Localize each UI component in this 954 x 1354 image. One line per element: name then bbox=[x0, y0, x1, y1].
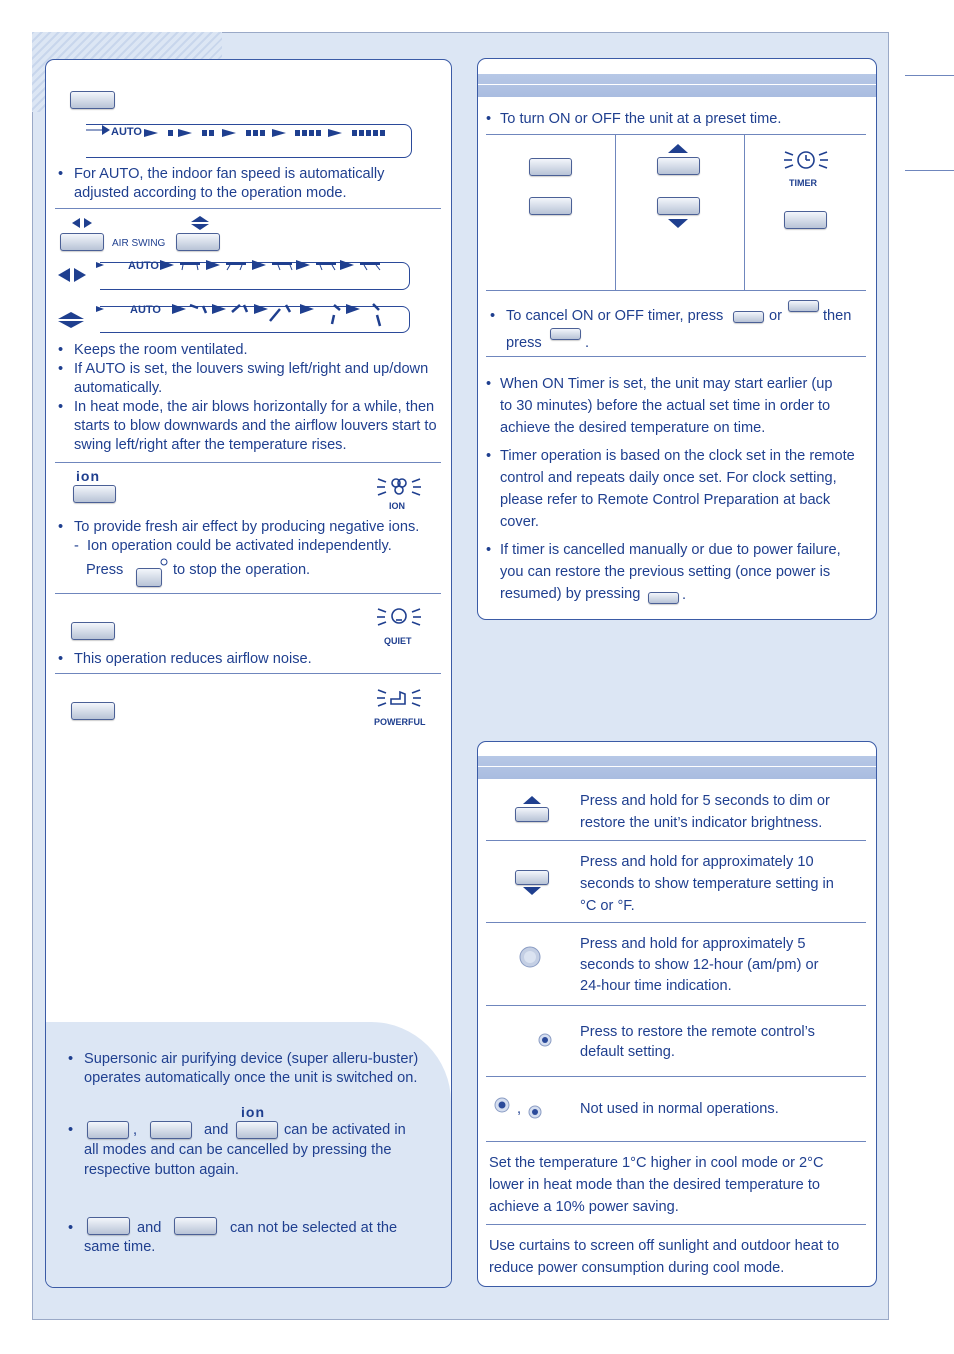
notes-1: • Supersonic air purifying device (super alleru-buster) operates automatically once the unit is switched on. bbox=[68, 1050, 438, 1088]
notes-2-quiet-button bbox=[150, 1121, 192, 1139]
powerful-button[interactable] bbox=[71, 702, 115, 720]
timer-note-2-line-4: cover. bbox=[500, 514, 539, 530]
divider-ion bbox=[55, 593, 441, 594]
ion-note-text: To provide fresh air effect by producing negative ions. bbox=[74, 519, 420, 535]
air-swing-label: AIR SWING bbox=[112, 238, 166, 249]
notes-2-and: and bbox=[204, 1122, 229, 1138]
lr-swing-icon bbox=[58, 268, 86, 282]
ion-button-label: ion bbox=[76, 468, 100, 484]
right-margin-rule-2 bbox=[905, 170, 954, 171]
air-swing-note-3-text: In heat mode, the air blows horizontally for a while, then starts to blow downwards and the airflow louvers start to swing left/right after the temperature rises. bbox=[74, 399, 437, 453]
notes-3-line-2: same time. bbox=[84, 1239, 156, 1255]
timer-off-button[interactable] bbox=[529, 197, 572, 215]
tips-row-2-line-1: Press and hold for approximately 10 bbox=[580, 854, 814, 870]
ion-sub-note: - Ion operation could be activated independently. bbox=[74, 538, 392, 554]
notes-2-fan-button bbox=[87, 1121, 129, 1139]
timer-cancel-set-button bbox=[550, 328, 581, 340]
timer-grid-col-2 bbox=[744, 134, 745, 290]
ion-stop-text: to stop the operation. bbox=[173, 562, 311, 578]
notes-2-ion-label: ion bbox=[241, 1104, 265, 1120]
fan-speed-note-text: For AUTO, the indoor fan speed is automatically adjusted according to the operation mode. bbox=[74, 166, 385, 201]
air-swing-notes bbox=[58, 341, 443, 455]
timer-up-arrow-icon bbox=[668, 144, 688, 154]
tips-row-3-line-3: 24-hour time indication. bbox=[580, 978, 732, 994]
timer-indicator-label: TIMER bbox=[789, 178, 817, 188]
divider-quiet bbox=[55, 673, 441, 674]
ion-button[interactable] bbox=[73, 485, 116, 503]
tips-saving-1-line-3: achieve a 10% power saving. bbox=[489, 1199, 679, 1215]
ud-swing-small-icon bbox=[191, 216, 209, 230]
fan-speed-sequence bbox=[86, 124, 412, 158]
powerful-indicator-icon bbox=[375, 684, 423, 714]
notes-2-line-2: all modes and can be cancelled by pressing the bbox=[84, 1142, 392, 1158]
ion-indicator-icon bbox=[375, 473, 423, 501]
timer-cancel-press: press bbox=[506, 335, 542, 351]
timer-note-2-line-2: control and repeats daily once set. For clock setting, bbox=[500, 470, 837, 486]
timer-note-3: • If timer is cancelled manually or due to power failure, you can restore the previous setting (once power is resumed) by pressing bbox=[486, 539, 871, 605]
tips-reset-pin-icon[interactable] bbox=[538, 1033, 552, 1047]
fan-seq-auto-label: AUTO bbox=[111, 126, 142, 138]
notes-2-comma: , bbox=[133, 1122, 138, 1138]
tips-row-4-line-2: default setting. bbox=[580, 1044, 675, 1060]
quiet-note-text: This operation reduces airflow noise. bbox=[74, 651, 312, 667]
tips-row-3-line-2: seconds to show 12-hour (am/pm) or bbox=[580, 957, 819, 973]
timer-cancel-bullet: • bbox=[490, 308, 496, 324]
tips-up-arrow-icon bbox=[523, 796, 541, 805]
tips-row-2-line-3: °C or °F. bbox=[580, 898, 635, 914]
tips-row-4-line-1: Press to restore the remote control’s bbox=[580, 1024, 815, 1040]
tips-row-1-line-1: Press and hold for 5 seconds to dim or bbox=[580, 793, 830, 809]
tips-header-line bbox=[478, 766, 876, 767]
tips-row-2-line-2: seconds to show temperature setting in bbox=[580, 876, 834, 892]
tips-down-arrow-icon bbox=[523, 887, 541, 896]
timer-header-bar bbox=[478, 74, 876, 97]
quiet-note: • This operation reduces airflow noise. bbox=[58, 650, 443, 669]
timer-note-1-line-3: achieve the desired temperature on time. bbox=[500, 420, 766, 436]
timer-up-button[interactable] bbox=[657, 157, 700, 175]
ion-note: • To provide fresh air effect by producing negative ions. - Ion operation could be activated independently. bbox=[58, 518, 443, 556]
tips-clock-round-button-icon[interactable] bbox=[519, 946, 541, 968]
notes-2-line-3: respective button again. bbox=[84, 1162, 239, 1178]
notes-2-line-1: can be activated in bbox=[284, 1122, 406, 1138]
timer-indicator-icon bbox=[782, 146, 830, 174]
timer-header-line bbox=[478, 84, 876, 85]
lr-seq-auto-label: AUTO bbox=[128, 260, 159, 272]
timer-cancel-or: or bbox=[769, 308, 782, 324]
timer-note-3-line-3-text: resumed) by pressing bbox=[500, 586, 641, 602]
tips-divider-1 bbox=[486, 840, 866, 841]
tips-divider-3 bbox=[486, 1005, 866, 1006]
timer-last-dot: . bbox=[682, 587, 687, 603]
timer-cancel-divider bbox=[486, 356, 866, 357]
tips-row-3-text bbox=[580, 934, 818, 997]
notes-3-and: and bbox=[137, 1220, 162, 1236]
tips-unused-comma: , bbox=[517, 1101, 522, 1117]
timer-grid-col-1 bbox=[615, 134, 616, 290]
timer-note-3-line-1: If timer is cancelled manually or due to power failure, bbox=[500, 542, 841, 558]
notes-3-quiet-button bbox=[87, 1217, 130, 1235]
tips-row-4-text bbox=[580, 1022, 815, 1062]
timer-note-2-line-1: Timer operation is based on the clock set in the remote bbox=[500, 448, 855, 464]
timer-cancel-off-button bbox=[788, 300, 819, 312]
ion-indicator-label: ION bbox=[389, 501, 406, 511]
quiet-indicator-label: QUIET bbox=[384, 636, 412, 646]
fan-speed-note: • For AUTO, the indoor fan speed is automatically adjusted according to the operation mode. bbox=[58, 165, 418, 203]
divider-fan bbox=[55, 208, 441, 209]
timer-purpose: • To turn ON or OFF the unit at a preset time. bbox=[486, 110, 866, 129]
air-swing-ud-button[interactable] bbox=[176, 233, 220, 251]
timer-cancel-dot: . bbox=[585, 335, 590, 351]
notes-1-text: Supersonic air purifying device (super alleru-buster) operates automatically once the unit is switched on. bbox=[84, 1051, 419, 1086]
notes-3-bullet: • bbox=[68, 1220, 74, 1236]
right-margin-rule-1 bbox=[905, 75, 954, 76]
timer-cancel-then: then bbox=[823, 308, 852, 324]
fan-speed-button[interactable] bbox=[70, 91, 115, 109]
air-swing-note-1: • Keeps the room ventilated. bbox=[58, 341, 443, 360]
timer-note-2-line-3: please refer to Remote Control Preparation at back bbox=[500, 492, 831, 508]
tips-row-1-line-2: restore the unit’s indicator brightness. bbox=[580, 815, 823, 831]
tips-divider-6 bbox=[486, 1224, 866, 1225]
air-swing-lr-button[interactable] bbox=[60, 233, 104, 251]
timer-cancel-text: To cancel ON or OFF timer, press bbox=[506, 308, 724, 324]
notes-2-ion-button bbox=[236, 1121, 278, 1139]
quiet-button[interactable] bbox=[71, 622, 115, 640]
ud-louver-positions-icon bbox=[94, 300, 394, 330]
timer-note-1-line-2: to 30 minutes) before the actual set time in order to bbox=[500, 398, 831, 414]
notes-3-line-1: can not be selected at the bbox=[230, 1220, 398, 1236]
ion-sub-note-text: Ion operation could be activated independently. bbox=[86, 538, 392, 554]
ion-press-text: Press bbox=[86, 562, 124, 578]
tips-brightness-button[interactable] bbox=[515, 807, 549, 822]
ion-power-mark-icon bbox=[160, 558, 168, 566]
tips-saving-1-line-1: Set the temperature 1°C higher in cool mode or 2°C bbox=[489, 1155, 824, 1171]
quiet-indicator-icon bbox=[375, 603, 423, 633]
timer-note-1: • When ON Timer is set, the unit may start earlier (up to 30 minutes) before the actual set time in order to achieve the desired temperature on time. bbox=[486, 373, 871, 439]
timer-grid-bottom bbox=[486, 290, 866, 291]
timer-down-button[interactable] bbox=[657, 197, 700, 215]
tips-saving-2-line-1: Use curtains to screen off sunlight and outdoor heat to bbox=[489, 1238, 840, 1254]
air-swing-note-3: • In heat mode, the air blows horizontally for a while, then starts to blow downwards and the airflow louvers start to swing left/right after the temperature rises. bbox=[58, 398, 443, 455]
fan-seq-start-arrow-icon bbox=[80, 125, 110, 135]
tips-temp-unit-button[interactable] bbox=[515, 870, 549, 885]
powerful-indicator-label: POWERFUL bbox=[374, 717, 426, 727]
notes-3-powerful-button bbox=[174, 1217, 217, 1235]
lr-swing-small-icon bbox=[72, 218, 92, 228]
timer-grid-top bbox=[486, 134, 866, 135]
timer-down-arrow-icon bbox=[668, 219, 688, 229]
tips-saving-2 bbox=[489, 1235, 839, 1279]
tips-divider-4 bbox=[486, 1076, 866, 1077]
timer-purpose-text: To turn ON or OFF the unit at a preset time. bbox=[500, 111, 782, 127]
tips-row-1-text bbox=[580, 790, 830, 834]
ion-stop-button[interactable] bbox=[136, 568, 162, 587]
tips-saving-1-line-2: lower in heat mode than the desired temperature to bbox=[489, 1177, 820, 1193]
notes-2-bullet: • bbox=[68, 1122, 74, 1138]
timer-note-2: • Timer operation is based on the clock set in the remote control and repeats daily once set. For clock setting, please refer to Remote Control Preparation at back cover. bbox=[486, 445, 871, 533]
tips-unused-pin-2-icon[interactable] bbox=[528, 1105, 542, 1119]
tips-divider-5 bbox=[486, 1141, 866, 1142]
timer-note-1-line-1: When ON Timer is set, the unit may start earlier (up bbox=[500, 376, 833, 392]
tips-row-2-text bbox=[580, 851, 834, 917]
air-swing-note-1-text: Keeps the room ventilated. bbox=[74, 342, 248, 358]
divider-swing bbox=[55, 462, 441, 463]
tips-saving-2-line-2: reduce power consumption during cool mode. bbox=[489, 1260, 785, 1276]
timer-note-3-line-2: you can restore the previous setting (once power is bbox=[500, 564, 831, 580]
fan-speed-levels-icon bbox=[144, 127, 394, 139]
air-swing-note-2: • If AUTO is set, the louvers swing left/right and up/down automatically. bbox=[58, 360, 443, 398]
air-swing-note-2-text: If AUTO is set, the louvers swing left/right and up/down automatically. bbox=[74, 361, 429, 396]
timer-on-button[interactable] bbox=[529, 158, 572, 176]
ud-seq-auto-label: AUTO bbox=[130, 304, 161, 316]
tips-header-bar bbox=[478, 756, 876, 779]
tips-saving-1 bbox=[489, 1152, 824, 1218]
tips-divider-2 bbox=[486, 922, 866, 923]
timer-notes bbox=[486, 373, 871, 605]
tips-unused-pin-1-icon[interactable] bbox=[494, 1097, 510, 1113]
tips-row-5-text: Not used in normal operations. bbox=[580, 1101, 779, 1117]
lr-louver-positions-icon bbox=[94, 259, 394, 273]
timer-restore-button bbox=[648, 592, 679, 604]
timer-set-button[interactable] bbox=[784, 211, 827, 229]
tips-row-3-line-1: Press and hold for approximately 5 bbox=[580, 936, 806, 952]
timer-cancel-on-button bbox=[733, 311, 764, 323]
ud-swing-icon bbox=[58, 312, 84, 328]
